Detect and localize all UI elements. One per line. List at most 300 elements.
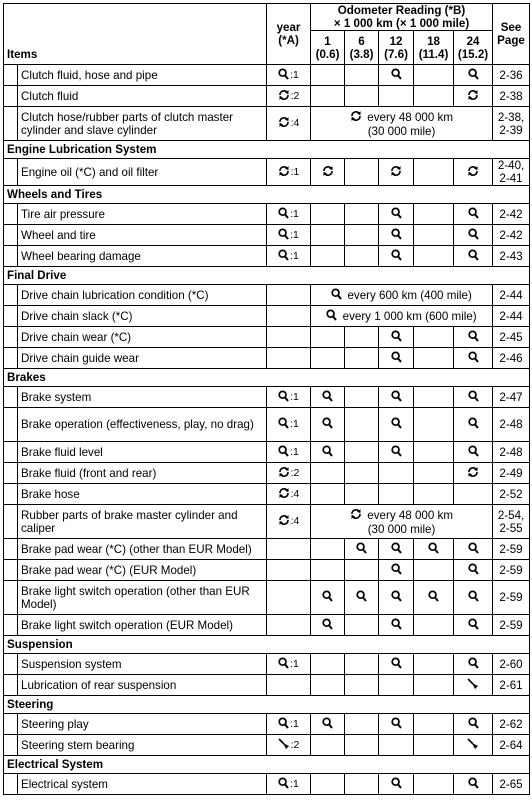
odometer-cell-5 (454, 735, 493, 756)
table-row (4, 774, 530, 795)
item-name-label: Tire air pressure (21, 207, 105, 221)
odometer-cell-2 (345, 581, 379, 615)
odometer-km-label: 6 (358, 34, 365, 48)
magnifier-icon (391, 330, 402, 345)
year-cell (267, 539, 311, 560)
page-ref: 2-38 (499, 89, 523, 103)
table-row (4, 408, 530, 442)
year-interval: :1 (290, 445, 299, 458)
year-interval: :4 (290, 515, 300, 527)
odometer-header-units: × 1 000 km (× 1 000 mile) (333, 17, 470, 30)
magnifier-icon (468, 207, 479, 222)
item-name-label: Steering play (21, 717, 89, 731)
odometer-cell-1 (311, 246, 345, 267)
see-page-cell (493, 615, 530, 636)
item-name (18, 581, 267, 615)
odometer-cell-2 (345, 159, 379, 186)
item-name (18, 735, 267, 756)
odometer-cell-3 (379, 225, 414, 246)
odometer-cell-4 (414, 65, 454, 86)
see-page-cell (493, 107, 530, 141)
odometer-cell-1 (311, 615, 345, 636)
indent-cell (4, 387, 18, 408)
page-ref: 2-60 (499, 657, 523, 671)
year-cell (267, 306, 311, 327)
page-ref: 2-42 (499, 228, 523, 242)
magnifier-icon (468, 717, 479, 732)
page-ref: 2-54, 2-55 (497, 508, 525, 535)
table-row (4, 463, 530, 484)
page-ref: 2-47 (499, 390, 523, 404)
section-title-label: Wheels and Tires (7, 188, 103, 201)
year-interval: :2 (290, 738, 300, 751)
see-page-label: See Page (497, 21, 525, 47)
replace-arrows-icon (278, 116, 290, 131)
year-interval: :1 (290, 657, 299, 670)
indent-cell (4, 675, 18, 696)
magnifier-icon (391, 207, 402, 222)
indent-cell (4, 539, 18, 560)
item-name-label: Brake fluid level (21, 445, 103, 459)
odometer-mile-label: (15.2) (457, 47, 489, 61)
magnifier-icon (391, 351, 402, 366)
replace-arrows-icon (322, 165, 334, 180)
replace-arrows-icon (467, 165, 479, 180)
magnifier-icon (278, 417, 289, 432)
table-row (4, 285, 530, 306)
odometer-cell-4 (414, 408, 454, 442)
item-name-label: Brake operation (effectiveness, play, no drag) (21, 418, 254, 431)
odometer-mile-label: (11.4) (418, 47, 449, 61)
page-ref: 2-48 (499, 418, 523, 431)
magnifier-icon (322, 590, 333, 605)
interval-note: every 48 000 km (367, 508, 453, 522)
magnifier-icon (356, 542, 367, 557)
see-page-cell (493, 327, 530, 348)
replace-arrows-icon (350, 508, 362, 523)
item-name (18, 505, 267, 539)
indent-cell (4, 159, 18, 186)
year-cell (267, 581, 311, 615)
item-name-label: Clutch fluid, hose and pipe (21, 68, 158, 82)
item-name-label: Brake pad wear (*C) (other than EUR Model) (21, 542, 252, 556)
see-page-cell (493, 408, 530, 442)
magnifier-icon (278, 445, 289, 460)
odometer-cell-1 (311, 442, 345, 463)
magnifier-icon (468, 249, 479, 264)
odometer-col-5 (454, 31, 493, 65)
indent-cell (4, 735, 18, 756)
year-cell (267, 714, 311, 735)
odometer-cell-2 (345, 615, 379, 636)
year-cell (267, 327, 311, 348)
section-title (4, 141, 530, 159)
odometer-mile-label: (0.6) (315, 47, 340, 61)
year-interval: :1 (290, 777, 299, 790)
page-ref: 2-44 (499, 288, 523, 302)
year-cell (267, 204, 311, 225)
see-page-cell (493, 225, 530, 246)
year-interval: :4 (290, 117, 300, 129)
item-name (18, 204, 267, 225)
see-page-cell (493, 204, 530, 225)
indent-cell (4, 442, 18, 463)
see-page-cell (493, 654, 530, 675)
odometer-mile-label: (7.6) (384, 47, 408, 61)
magnifier-icon (322, 445, 333, 460)
indent-cell (4, 774, 18, 795)
odometer-cell-1 (311, 774, 345, 795)
odometer-cell-3 (379, 327, 414, 348)
section-title (4, 369, 530, 387)
item-name-label: Rubber parts of brake master cylinder and caliper (21, 508, 238, 535)
odometer-cell-2 (345, 714, 379, 735)
year-cell (267, 225, 311, 246)
page-ref: 2-59 (499, 618, 523, 632)
item-name-label: Wheel bearing damage (21, 249, 141, 263)
item-name-label: Clutch fluid (21, 89, 79, 103)
item-name (18, 285, 267, 306)
odometer-cell-2 (345, 463, 379, 484)
page-ref: 2-49 (499, 466, 523, 480)
odometer-cell-5 (454, 408, 493, 442)
odometer-cell-2 (345, 774, 379, 795)
section-title (4, 696, 530, 714)
table-row (4, 654, 530, 675)
indent-cell (4, 225, 18, 246)
item-name (18, 615, 267, 636)
odometer-cell-4 (414, 615, 454, 636)
see-page-cell (493, 539, 530, 560)
item-name-label: Drive chain lubrication condition (*C) (21, 288, 209, 302)
magnifier-icon (391, 777, 402, 792)
odometer-cell-1 (311, 539, 345, 560)
item-name-label: Wheel and tire (21, 228, 96, 242)
see-page-cell (493, 348, 530, 369)
section-row (4, 756, 530, 774)
table-row (4, 560, 530, 581)
page-ref: 2-44 (499, 309, 523, 323)
odometer-cell-3 (379, 675, 414, 696)
year-interval: :2 (290, 466, 300, 479)
year-cell (267, 505, 311, 539)
item-name-label: Brake pad wear (*C) (EUR Model) (21, 563, 197, 577)
table-row (4, 246, 530, 267)
section-title (4, 636, 530, 654)
table-row (4, 442, 530, 463)
indent-cell (4, 327, 18, 348)
magnifier-icon (428, 590, 439, 605)
page-ref: 2-65 (499, 777, 523, 791)
item-name-label: Drive chain guide wear (21, 351, 139, 365)
item-name-label: Brake hose (21, 487, 80, 501)
page-ref: 2-45 (499, 330, 523, 344)
magnifier-icon (391, 417, 402, 432)
odometer-cell-2 (345, 560, 379, 581)
magnifier-icon (468, 351, 479, 366)
magnifier-icon (391, 228, 402, 243)
odometer-cell-2 (345, 387, 379, 408)
odometer-cell-4 (414, 86, 454, 107)
odometer-cell-5 (454, 225, 493, 246)
indent-cell (4, 86, 18, 107)
odometer-cell-2 (345, 225, 379, 246)
year-cell (267, 387, 311, 408)
magnifier-icon (391, 618, 402, 633)
odometer-cell-1 (311, 463, 345, 484)
odometer-cell-5 (454, 442, 493, 463)
section-title (4, 267, 530, 285)
indent-cell (4, 204, 18, 225)
odometer-cell-4 (414, 654, 454, 675)
item-name-label: Brake light switch operation (EUR Model) (21, 618, 233, 632)
odometer-cell-4 (414, 581, 454, 615)
see-page-cell (493, 560, 530, 581)
year-cell (267, 442, 311, 463)
odometer-cell-2 (345, 327, 379, 348)
year-interval: :1 (290, 228, 299, 241)
magnifier-icon (468, 542, 479, 557)
odometer-cell-4 (414, 714, 454, 735)
item-name (18, 107, 267, 141)
odometer-cell-3 (379, 408, 414, 442)
item-name (18, 159, 267, 186)
indent-cell (4, 348, 18, 369)
odometer-cell-4 (414, 348, 454, 369)
odometer-cell-1 (311, 348, 345, 369)
odometer-cell-5 (454, 159, 493, 186)
odometer-header-label: Odometer Reading (*B) (337, 4, 466, 17)
page-ref: 2-64 (499, 738, 523, 752)
page-ref: 2-52 (499, 487, 523, 501)
item-name (18, 714, 267, 735)
page-ref: 2-40, 2-41 (497, 159, 525, 185)
magnifier-icon (391, 563, 402, 578)
odometer-cell-1 (311, 387, 345, 408)
odometer-km-label: 18 (427, 34, 440, 48)
odometer-km-label: 24 (466, 34, 480, 48)
odometer-cell-4 (414, 560, 454, 581)
odometer-cell-5 (454, 581, 493, 615)
odometer-cell-3 (379, 463, 414, 484)
magnifier-icon (278, 249, 289, 264)
odometer-cell-3 (379, 560, 414, 581)
replace-arrows-icon (467, 466, 479, 481)
table-row (4, 675, 530, 696)
magnifier-icon (278, 390, 289, 405)
page-ref: 2-59 (499, 542, 523, 556)
grease-gun-icon (467, 678, 479, 693)
magnifier-icon (468, 618, 479, 633)
year-header (267, 4, 311, 65)
interval-span-cell (311, 107, 493, 141)
item-name-label: Lubrication of rear suspension (21, 678, 177, 692)
magnifier-icon (278, 657, 289, 672)
see-page-cell (493, 675, 530, 696)
year-header-label: year (276, 21, 301, 34)
item-name-label: Brake light switch operation (other than EUR Model) (21, 584, 250, 611)
interval-note: every 48 000 km (367, 110, 453, 124)
section-row (4, 369, 530, 387)
section-row (4, 267, 530, 285)
item-name (18, 442, 267, 463)
item-name (18, 539, 267, 560)
page-ref: 2-43 (499, 249, 523, 263)
magnifier-icon (428, 542, 439, 557)
item-name (18, 348, 267, 369)
section-title (4, 756, 530, 774)
section-row (4, 696, 530, 714)
see-page-cell (493, 463, 530, 484)
year-cell (267, 86, 311, 107)
see-page-cell (493, 484, 530, 505)
odometer-cell-2 (345, 675, 379, 696)
indent-cell (4, 107, 18, 141)
year-interval: :2 (290, 89, 300, 102)
odometer-col-1 (311, 31, 345, 65)
odometer-cell-3 (379, 159, 414, 186)
magnifier-icon (468, 777, 479, 792)
odometer-header (311, 4, 493, 31)
indent-cell (4, 408, 18, 442)
odometer-cell-1 (311, 654, 345, 675)
odometer-cell-1 (311, 714, 345, 735)
interval-span-cell (311, 285, 493, 306)
year-cell (267, 408, 311, 442)
table-row (4, 204, 530, 225)
year-cell (267, 246, 311, 267)
magnifier-icon (391, 542, 402, 557)
table-row (4, 539, 530, 560)
odometer-cell-2 (345, 735, 379, 756)
odometer-cell-1 (311, 581, 345, 615)
odometer-cell-3 (379, 714, 414, 735)
magnifier-icon (322, 390, 333, 405)
year-cell (267, 159, 311, 186)
odometer-cell-4 (414, 327, 454, 348)
see-page-cell (493, 505, 530, 539)
page-ref: 2-59 (499, 591, 523, 604)
odometer-cell-1 (311, 408, 345, 442)
odometer-cell-5 (454, 560, 493, 581)
see-page-cell (493, 442, 530, 463)
see-page-cell (493, 285, 530, 306)
page-ref: 2-48 (499, 445, 523, 459)
replace-arrows-icon (278, 487, 290, 502)
odometer-cell-5 (454, 654, 493, 675)
table-row (4, 615, 530, 636)
table-row (4, 581, 530, 615)
magnifier-icon (468, 228, 479, 243)
magnifier-icon (468, 590, 479, 605)
replace-arrows-icon (390, 165, 402, 180)
magnifier-icon (391, 249, 402, 264)
item-name-label: Electrical system (21, 777, 108, 791)
replace-arrows-icon (278, 514, 290, 529)
table-row (4, 348, 530, 369)
year-interval: :1 (290, 207, 299, 220)
odometer-cell-3 (379, 735, 414, 756)
item-name (18, 463, 267, 484)
page-ref: 2-38, 2-39 (497, 110, 525, 137)
magnifier-icon (391, 390, 402, 405)
indent-cell (4, 285, 18, 306)
year-cell (267, 560, 311, 581)
magnifier-icon (468, 417, 479, 432)
odometer-cell-2 (345, 246, 379, 267)
odometer-cell-2 (345, 484, 379, 505)
section-title-label: Electrical System (7, 758, 104, 771)
replace-arrows-icon (278, 89, 290, 104)
items-header-label: Items (7, 48, 38, 61)
table-row (4, 306, 530, 327)
item-name (18, 86, 267, 107)
indent-cell (4, 581, 18, 615)
indent-cell (4, 615, 18, 636)
year-interval: :1 (290, 390, 299, 403)
see-page-cell (493, 246, 530, 267)
item-name (18, 408, 267, 442)
magnifier-icon (468, 68, 479, 83)
odometer-cell-1 (311, 225, 345, 246)
section-title-label: Final Drive (7, 269, 67, 282)
odometer-cell-5 (454, 774, 493, 795)
magnifier-icon (278, 717, 289, 732)
see-page-cell (493, 86, 530, 107)
odometer-col-2 (345, 31, 379, 65)
indent-cell (4, 505, 18, 539)
page-ref: 2-42 (499, 207, 523, 221)
magnifier-icon (468, 390, 479, 405)
odometer-cell-5 (454, 348, 493, 369)
year-cell (267, 735, 311, 756)
year-cell (267, 463, 311, 484)
odometer-col-4 (414, 31, 454, 65)
odometer-cell-5 (454, 86, 493, 107)
interval-note: every 600 km (400 mile) (347, 288, 472, 302)
odometer-cell-5 (454, 327, 493, 348)
magnifier-icon (278, 68, 289, 83)
magnifier-icon (322, 618, 333, 633)
odometer-km-label: 12 (389, 34, 403, 48)
year-cell (267, 675, 311, 696)
magnifier-icon (391, 590, 402, 605)
odometer-cell-5 (454, 615, 493, 636)
table-row (4, 505, 530, 539)
odometer-mile-label: (3.8) (349, 47, 374, 61)
odometer-cell-4 (414, 484, 454, 505)
item-name (18, 654, 267, 675)
item-name-label: Drive chain slack (*C) (21, 309, 133, 323)
table-row (4, 86, 530, 107)
item-name-label: Drive chain wear (*C) (21, 330, 132, 344)
odometer-col-3 (379, 31, 414, 65)
section-title-label: Engine Lubrication System (7, 143, 157, 156)
odometer-cell-5 (454, 204, 493, 225)
odometer-cell-3 (379, 539, 414, 560)
grease-gun-icon (467, 738, 479, 753)
items-header (4, 4, 267, 65)
table-row (4, 107, 530, 141)
odometer-cell-2 (345, 86, 379, 107)
odometer-cell-4 (414, 387, 454, 408)
magnifier-icon (278, 777, 289, 792)
see-page-cell (493, 65, 530, 86)
odometer-cell-2 (345, 539, 379, 560)
see-page-cell (493, 774, 530, 795)
indent-cell (4, 306, 18, 327)
odometer-cell-4 (414, 246, 454, 267)
